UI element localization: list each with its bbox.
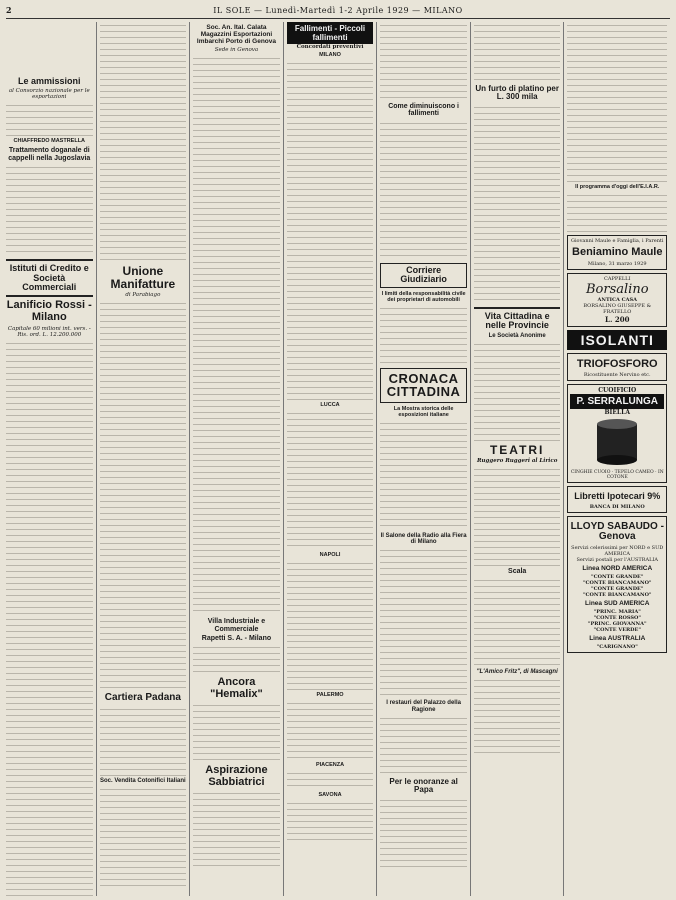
heading-trattamento: Trattamento doganale di cappelli nella Jugoslavia xyxy=(8,147,91,162)
obituary-box xyxy=(567,235,667,270)
heading-scala: Scala xyxy=(508,568,527,576)
ad-triofosforo xyxy=(567,353,667,382)
line-sud-america: Linea SUD AMERICA xyxy=(585,599,650,607)
heading-vita-cittadina: Vita Cittadina e nelle Provincie xyxy=(484,310,550,331)
article-text xyxy=(100,300,187,690)
article-text xyxy=(193,55,280,615)
subheading-unione: di Parabiago xyxy=(125,292,161,299)
column-5 xyxy=(380,22,471,896)
heading-diminuzione: Come diminuiscono i fallimenti xyxy=(388,103,459,118)
ad-text: CUOIFICIO xyxy=(598,387,637,395)
article-text xyxy=(6,102,93,136)
ship-name: "CONTE BIANCAMANO" xyxy=(582,579,652,586)
city-palermo: PALERMO xyxy=(316,692,344,698)
ad-headline: Libretti Ipotecari 9% xyxy=(574,491,661,502)
heading-aspirazione: Aspirazione Sabbiatrici xyxy=(205,764,268,788)
ad-text: BORSALINO GIUSEPPE & FRATELLO xyxy=(583,302,652,315)
city-milano: MILANO xyxy=(319,52,341,58)
heading-soc-vendita: Soc. Vendita Cotonifici Italiani xyxy=(100,777,186,784)
heading-unione-manifatture: Unione Manifatture xyxy=(110,264,176,291)
heading-teatri: TEATRI xyxy=(489,442,545,457)
city-napoli: NAPOLI xyxy=(319,552,341,558)
ad-price: L. 200 xyxy=(605,314,630,324)
heading-societa-anonime: Le Società Anonime xyxy=(488,332,546,339)
article-text xyxy=(380,120,467,260)
subheading-lanificio: Capitale 60 milioni int. vers. - Ris. ord. L. 12.200.000 xyxy=(7,325,91,338)
ship-name: "CONTE BIANCAMANO" xyxy=(582,591,652,598)
article-text xyxy=(6,22,93,74)
article-text xyxy=(567,192,667,232)
column-6 xyxy=(474,22,565,896)
page-header xyxy=(6,2,670,19)
ad-libretti xyxy=(567,486,667,512)
city-piacenza: PIACENZA xyxy=(315,762,345,768)
ship-name: "CONTE ROSSO" xyxy=(593,614,641,621)
article-text xyxy=(474,104,561,304)
brand-triofosforo: TRIOFOSFORO xyxy=(576,357,658,370)
heading-soc-an-ital: Soc. An. Ital. Calata Magazzini Esportazioni Imbarchi Porto di Genova xyxy=(196,24,276,45)
heading-onoranze-papa: Per le onoranze al Papa xyxy=(389,777,458,795)
article-text xyxy=(380,305,467,365)
heading-programma-eiar: Il programma d'oggi dell'E.I.A.R. xyxy=(575,184,660,190)
article-text xyxy=(474,22,561,82)
article-text xyxy=(380,715,467,775)
article-text xyxy=(380,797,467,867)
article-text xyxy=(287,800,374,840)
ad-text: Servizi celerissimi per NORD e SUD AMERICA xyxy=(571,544,664,557)
heading-rapetti: Rapetti S. A. - Milano xyxy=(201,635,272,643)
obituary-name: Beniamino Maule xyxy=(572,246,663,258)
obituary-date: Milano, 31 marzo 1929 xyxy=(587,260,647,267)
column-3 xyxy=(193,22,284,896)
heading-cartiera-padana: Cartiera Padana xyxy=(104,692,181,704)
article-text xyxy=(100,786,187,886)
heading-villa-industriale: Villa Industriale e Commerciale xyxy=(207,618,266,633)
city-lucca: LUCCA xyxy=(320,402,340,408)
ship-name: "CONTE GRANDE" xyxy=(591,585,644,592)
ad-text: Ricostituente Nervino etc. xyxy=(583,372,651,379)
ad-text: CAPPELLI xyxy=(604,275,631,282)
heading-ancora-hemalix: Ancora "Hemalix" xyxy=(210,676,263,700)
article-text xyxy=(193,702,280,762)
heading-amico-fritz: "L'Amico Fritz", di Mascagni xyxy=(476,669,558,676)
subheading-soc-an: Sede in Genova xyxy=(214,47,259,54)
ship-name: "CARIGNANO" xyxy=(596,643,638,650)
ad-text: Servizi postali per l'AUSTRALIA xyxy=(576,556,659,563)
article-signature: CHIAFFREDO MASTRELLA xyxy=(13,138,86,145)
article-text xyxy=(380,22,467,100)
brand-borsalino: Borsalino xyxy=(585,281,649,297)
masthead: IL SOLE — Lunedì-Martedì 1-2 Aprile 1929 — MILANO xyxy=(213,5,463,15)
section-heading-istituti: Istituti di Credito e Società Commerciali xyxy=(9,263,89,292)
subheading-teatri: Ruggero Ruggeri al Lirico xyxy=(476,458,558,465)
article-text xyxy=(380,420,467,530)
article-text xyxy=(380,547,467,697)
ship-name: "PRINC. MARIA" xyxy=(593,608,641,615)
ad-text: BIELLA xyxy=(604,409,631,417)
article-text xyxy=(287,560,374,690)
heading-lanificio-rossi: Lanificio Rossi - Milano xyxy=(6,299,92,323)
ad-borsalino xyxy=(567,273,667,327)
article-text xyxy=(287,700,374,760)
article-text xyxy=(100,706,187,776)
article-text xyxy=(287,410,374,550)
column-4 xyxy=(287,22,378,896)
article-text xyxy=(474,577,561,667)
article-text xyxy=(193,644,280,674)
ad-lloyd-sabaudo xyxy=(567,516,667,653)
heading-corriere-giudiziario: Corriere Giudiziario xyxy=(400,264,447,285)
subheading-concordati: Concordati preventivi xyxy=(296,44,364,50)
belt-roll-icon xyxy=(587,416,647,466)
ad-text: CINGHIE CUOIO · TEPELO CAMEO · IN COTONE xyxy=(570,470,664,481)
ship-name: "CONTE GRANDE" xyxy=(591,573,644,580)
ad-text: ANTICA CASA xyxy=(597,296,637,303)
ad-serralunga xyxy=(567,384,667,483)
article-text xyxy=(6,164,93,256)
heading-mostra: La Mostra storica delle esposizioni italiane xyxy=(393,405,454,418)
obituary-family: Giovanni Maule e Famiglia, i Parenti xyxy=(570,238,664,244)
ship-name: "CONTE VERDE" xyxy=(593,626,641,633)
line-australia: Linea AUSTRALIA xyxy=(589,634,646,642)
article-text xyxy=(100,22,187,262)
page-number: 2 xyxy=(6,5,12,15)
article-text xyxy=(193,790,280,870)
article-text xyxy=(6,340,93,896)
heading-furto-platino: Un furto di platino per L. 300 mila xyxy=(475,84,559,102)
article-text xyxy=(474,466,561,566)
brand-lloyd: LLOYD SABAUDO - Genova xyxy=(570,520,664,543)
subheading-ammissioni: al Consorzio nazionale per le esportazioni xyxy=(8,88,90,101)
heading-limiti: I limiti della responsabilità civile dei proprietari di automobili xyxy=(381,290,466,303)
heading-fallimenti: Fallimenti - Piccoli fallimenti xyxy=(287,22,374,44)
article-text xyxy=(287,60,374,400)
heading-ammissioni: Le ammissioni xyxy=(18,76,81,86)
column-1 xyxy=(6,22,97,896)
column-7-ads xyxy=(567,22,670,896)
article-text xyxy=(474,341,561,441)
line-nord-america: Linea NORD AMERICA xyxy=(582,564,653,572)
heading-salone-radio: Il Salone della Radio alla Fiera di Milano xyxy=(380,532,467,546)
column-2 xyxy=(100,22,191,896)
city-savona: SAVONA xyxy=(318,792,342,798)
heading-cronaca-cittadina: CRONACA CITTADINA xyxy=(386,370,461,400)
ship-name: "PRINC. GIOVANNA" xyxy=(587,620,647,627)
article-text xyxy=(474,677,561,757)
brand-serralunga: P. SERRALUNGA xyxy=(570,394,664,409)
article-text xyxy=(567,22,667,182)
ad-isolanti: ISOLANTI xyxy=(567,330,667,350)
article-text xyxy=(287,770,374,790)
ad-text: BANCA DI MILANO xyxy=(589,503,645,510)
heading-restauri: I restauri del Palazzo della Ragione xyxy=(386,700,461,713)
